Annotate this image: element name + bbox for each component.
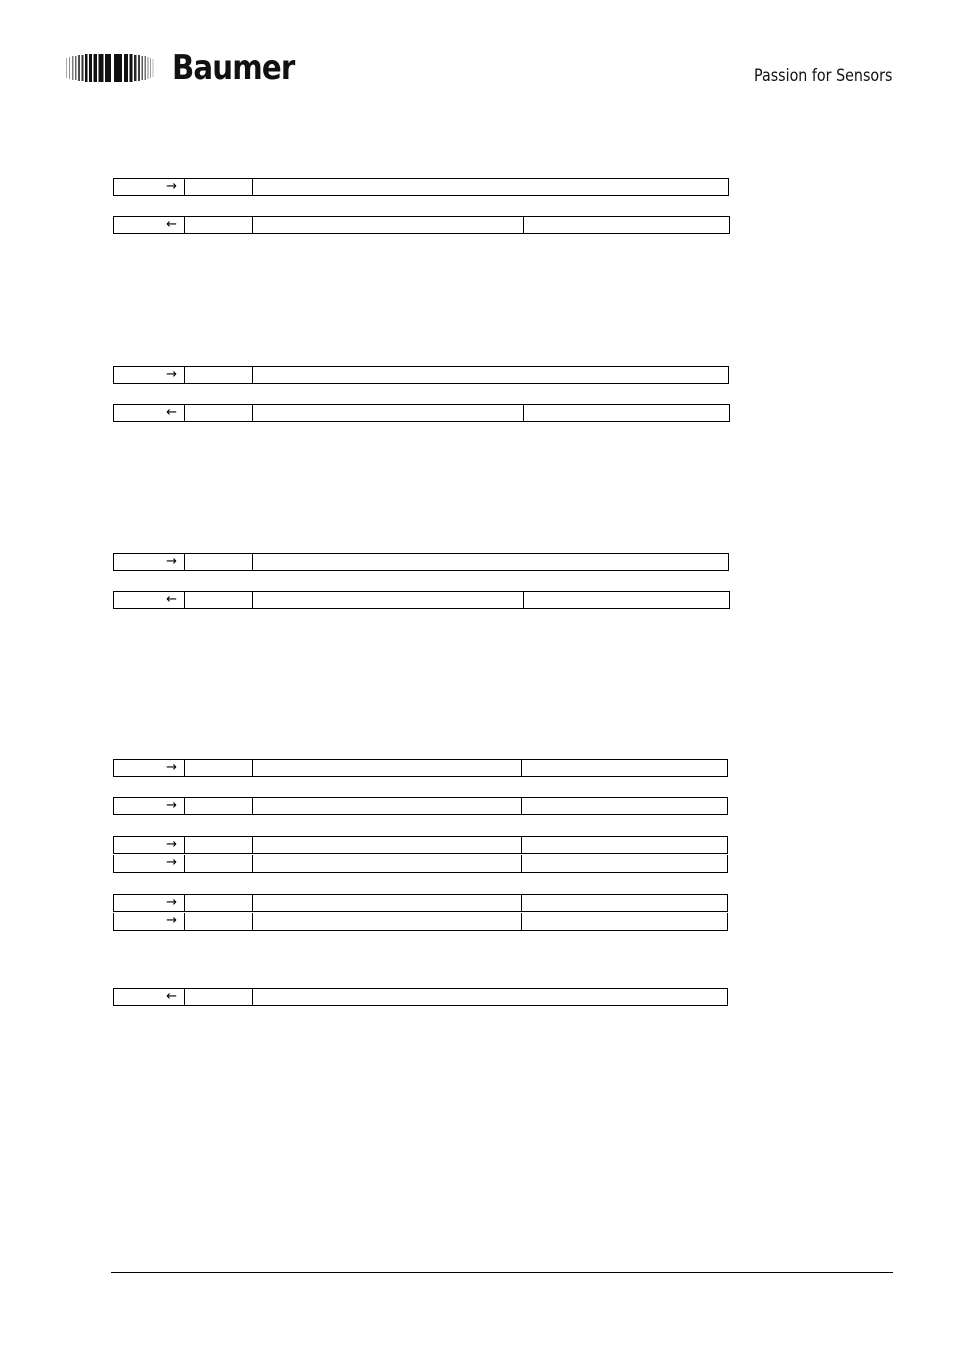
- arrow-right-icon: →: [166, 855, 177, 870]
- direction-cell: [114, 405, 185, 421]
- table-cell: [253, 217, 524, 233]
- table-cell: [253, 405, 524, 421]
- protocol-row: [113, 553, 729, 571]
- table-cell: [185, 855, 253, 872]
- table-cell: [253, 760, 522, 776]
- direction-cell: [114, 554, 185, 570]
- direction-cell: [114, 798, 185, 814]
- protocol-row: [113, 178, 729, 196]
- table-cell: [524, 405, 729, 421]
- table-cell: [524, 592, 729, 608]
- direction-cell: [114, 367, 185, 383]
- table-cell: [185, 798, 253, 814]
- arrow-left-icon: ←: [166, 217, 177, 232]
- protocol-row: [113, 913, 728, 931]
- arrow-right-icon: →: [166, 367, 177, 382]
- table-cell: [524, 217, 729, 233]
- direction-cell: [114, 217, 185, 233]
- protocol-row: [113, 797, 728, 815]
- table-cell: [185, 367, 253, 383]
- protocol-row: [113, 836, 728, 854]
- table-cell: [185, 837, 253, 853]
- direction-cell: [114, 855, 185, 872]
- protocol-row: [113, 759, 728, 777]
- table-cell: [253, 798, 522, 814]
- table-cell: [522, 855, 727, 872]
- table-cell: [185, 217, 253, 233]
- table-cell: [253, 592, 524, 608]
- table-cell: [185, 989, 253, 1005]
- table-cell: [253, 554, 728, 570]
- protocol-row: [113, 988, 728, 1006]
- brand-tagline: Passion for Sensors: [754, 66, 893, 86]
- arrow-right-icon: →: [166, 554, 177, 569]
- protocol-row: [113, 404, 730, 422]
- arrow-left-icon: ←: [166, 989, 177, 1004]
- arrow-right-icon: →: [166, 179, 177, 194]
- direction-cell: [114, 837, 185, 853]
- protocol-row: [113, 894, 728, 912]
- table-cell: [522, 760, 727, 776]
- table-cell: [185, 592, 253, 608]
- arrow-left-icon: ←: [166, 592, 177, 607]
- direction-cell: [114, 895, 185, 911]
- arrow-right-icon: →: [166, 895, 177, 910]
- table-cell: [185, 913, 253, 930]
- table-cell: [253, 989, 727, 1005]
- table-cell: [185, 554, 253, 570]
- brand-name: Baumer: [172, 48, 295, 88]
- protocol-row: [113, 591, 730, 609]
- table-cell: [253, 179, 728, 195]
- direction-cell: [114, 760, 185, 776]
- table-cell: [253, 913, 522, 930]
- arrow-left-icon: ←: [166, 405, 177, 420]
- table-cell: [522, 913, 727, 930]
- table-cell: [522, 837, 727, 853]
- table-cell: [522, 895, 727, 911]
- protocol-row: [113, 216, 730, 234]
- direction-cell: [114, 913, 185, 930]
- arrow-right-icon: →: [166, 913, 177, 928]
- table-cell: [253, 367, 728, 383]
- table-cell: [253, 855, 522, 872]
- baumer-logo-mark: [66, 54, 158, 82]
- footer-divider: [111, 1272, 893, 1273]
- protocol-row: [113, 855, 728, 873]
- arrow-right-icon: →: [166, 798, 177, 813]
- table-cell: [185, 405, 253, 421]
- arrow-right-icon: →: [166, 837, 177, 852]
- direction-cell: [114, 592, 185, 608]
- table-cell: [185, 895, 253, 911]
- protocol-row: [113, 366, 729, 384]
- table-cell: [253, 837, 522, 853]
- table-cell: [522, 798, 727, 814]
- table-cell: [253, 895, 522, 911]
- arrow-right-icon: →: [166, 760, 177, 775]
- table-cell: [185, 179, 253, 195]
- table-cell: [185, 760, 253, 776]
- direction-cell: [114, 179, 185, 195]
- direction-cell: [114, 989, 185, 1005]
